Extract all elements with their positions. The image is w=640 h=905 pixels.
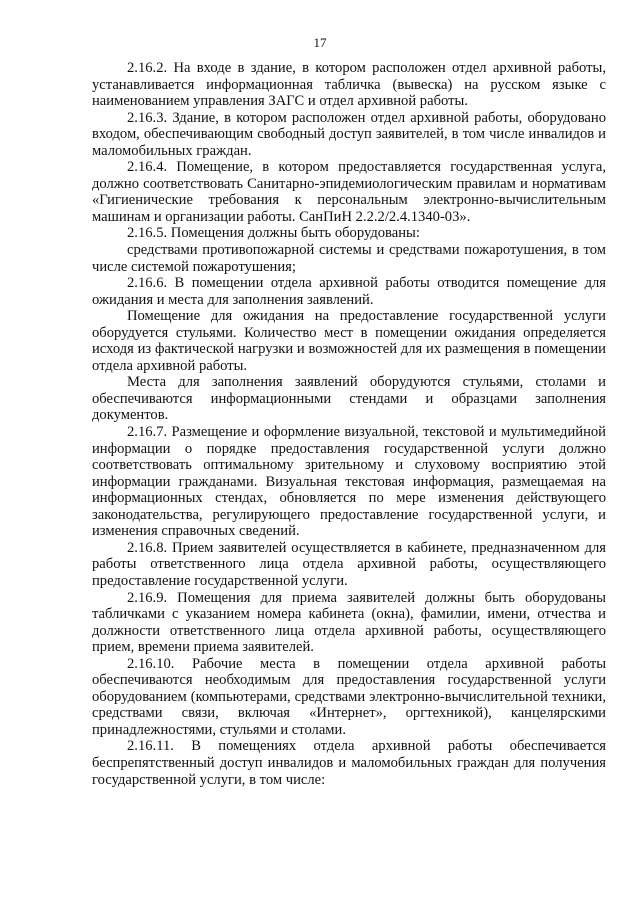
- paragraph-waiting-room: Помещение для ожидания на предоставление государственной услуги оборудуется стульями. Количество мест в помещении ожидания определяется исходя из фактической нагрузки и возможностей для их размещения в помещении отдела архивной работы.: [92, 308, 606, 374]
- paragraph-2-16-10: 2.16.10. Рабочие места в помещении отдела архивной работы обеспечиваются необходимым для предоставления государственной услуги оборудованием (компьютерами, средствами электронно-вычислительной техники, средствами связи, включая «Интернет», оргтехникой), канцелярскими принадлежностями, стульями и столами.: [92, 655, 606, 738]
- paragraph-2-16-3: 2.16.3. Здание, в котором расположен отдел архивной работы, оборудовано входом, обеспечивающим свободный доступ заявителей, в том числе инвалидов и маломобильных граждан.: [92, 109, 606, 159]
- paragraph-2-16-7: 2.16.7. Размещение и оформление визуальной, текстовой и мультимедийной информации о порядке предоставления государственной услуги должно соответствовать оптимальному зрительному и слуховому восприятию этой информации гражданами. Визуальная текстовая информация, размещаемая на информационных стендах, обновляется по мере изменения действующего законодательства, регулирующего предоставление государственной услуги, и изменения справочных сведений.: [92, 424, 606, 540]
- paragraph-2-16-4: 2.16.4. Помещение, в котором предоставляется государственная услуга, должно соответствовать Санитарно-эпидемиологическим правилам и нормативам «Гигиенические требования к персональным электронно-вычислительным машинам и организации работы. СанПиН 2.2.2/2.4.1340-03».: [92, 159, 606, 225]
- paragraph-application-places: Места для заполнения заявлений оборудуются стульями, столами и обеспечиваются информационными стендами и образцами заполнения документов.: [92, 374, 606, 424]
- paragraph-2-16-6: 2.16.6. В помещении отдела архивной работы отводится помещение для ожидания и места для заполнения заявлений.: [92, 275, 606, 308]
- paragraph-2-16-5: 2.16.5. Помещения должны быть оборудованы:: [127, 225, 420, 242]
- paragraph-2-16-9: 2.16.9. Помещения для приема заявителей должны быть оборудованы табличками с указанием номера кабинета (окна), фамилии, имени, отчества и должности ответственного лица отдела архивной работы, осуществляющего прием, времени приема заявителей.: [92, 589, 606, 656]
- paragraph-fire-safety-equipment: средствами противопожарной системы и средствами пожаротушения, в том числе системой пожаротушения;: [92, 242, 606, 275]
- paragraph-2-16-2: 2.16.2. На входе в здание, в котором расположен отдел архивной работы, устанавливается информационная табличка (вывеска) на русском языке с наименованием управления ЗАГС и отдел архивной работы.: [92, 60, 606, 110]
- document-body: [92, 60, 606, 788]
- page-number: 17: [313, 35, 327, 50]
- paragraph-2-16-11: 2.16.11. В помещениях отдела архивной работы обеспечивается беспрепятственный доступ инвалидов и маломобильных граждан для получения государственной услуги, в том числе:: [92, 738, 606, 788]
- paragraph-2-16-8: 2.16.8. Прием заявителей осуществляется в кабинете, предназначенном для работы ответственного лица отдела архивной работы, осуществляющего предоставление государственной услуги.: [92, 539, 606, 589]
